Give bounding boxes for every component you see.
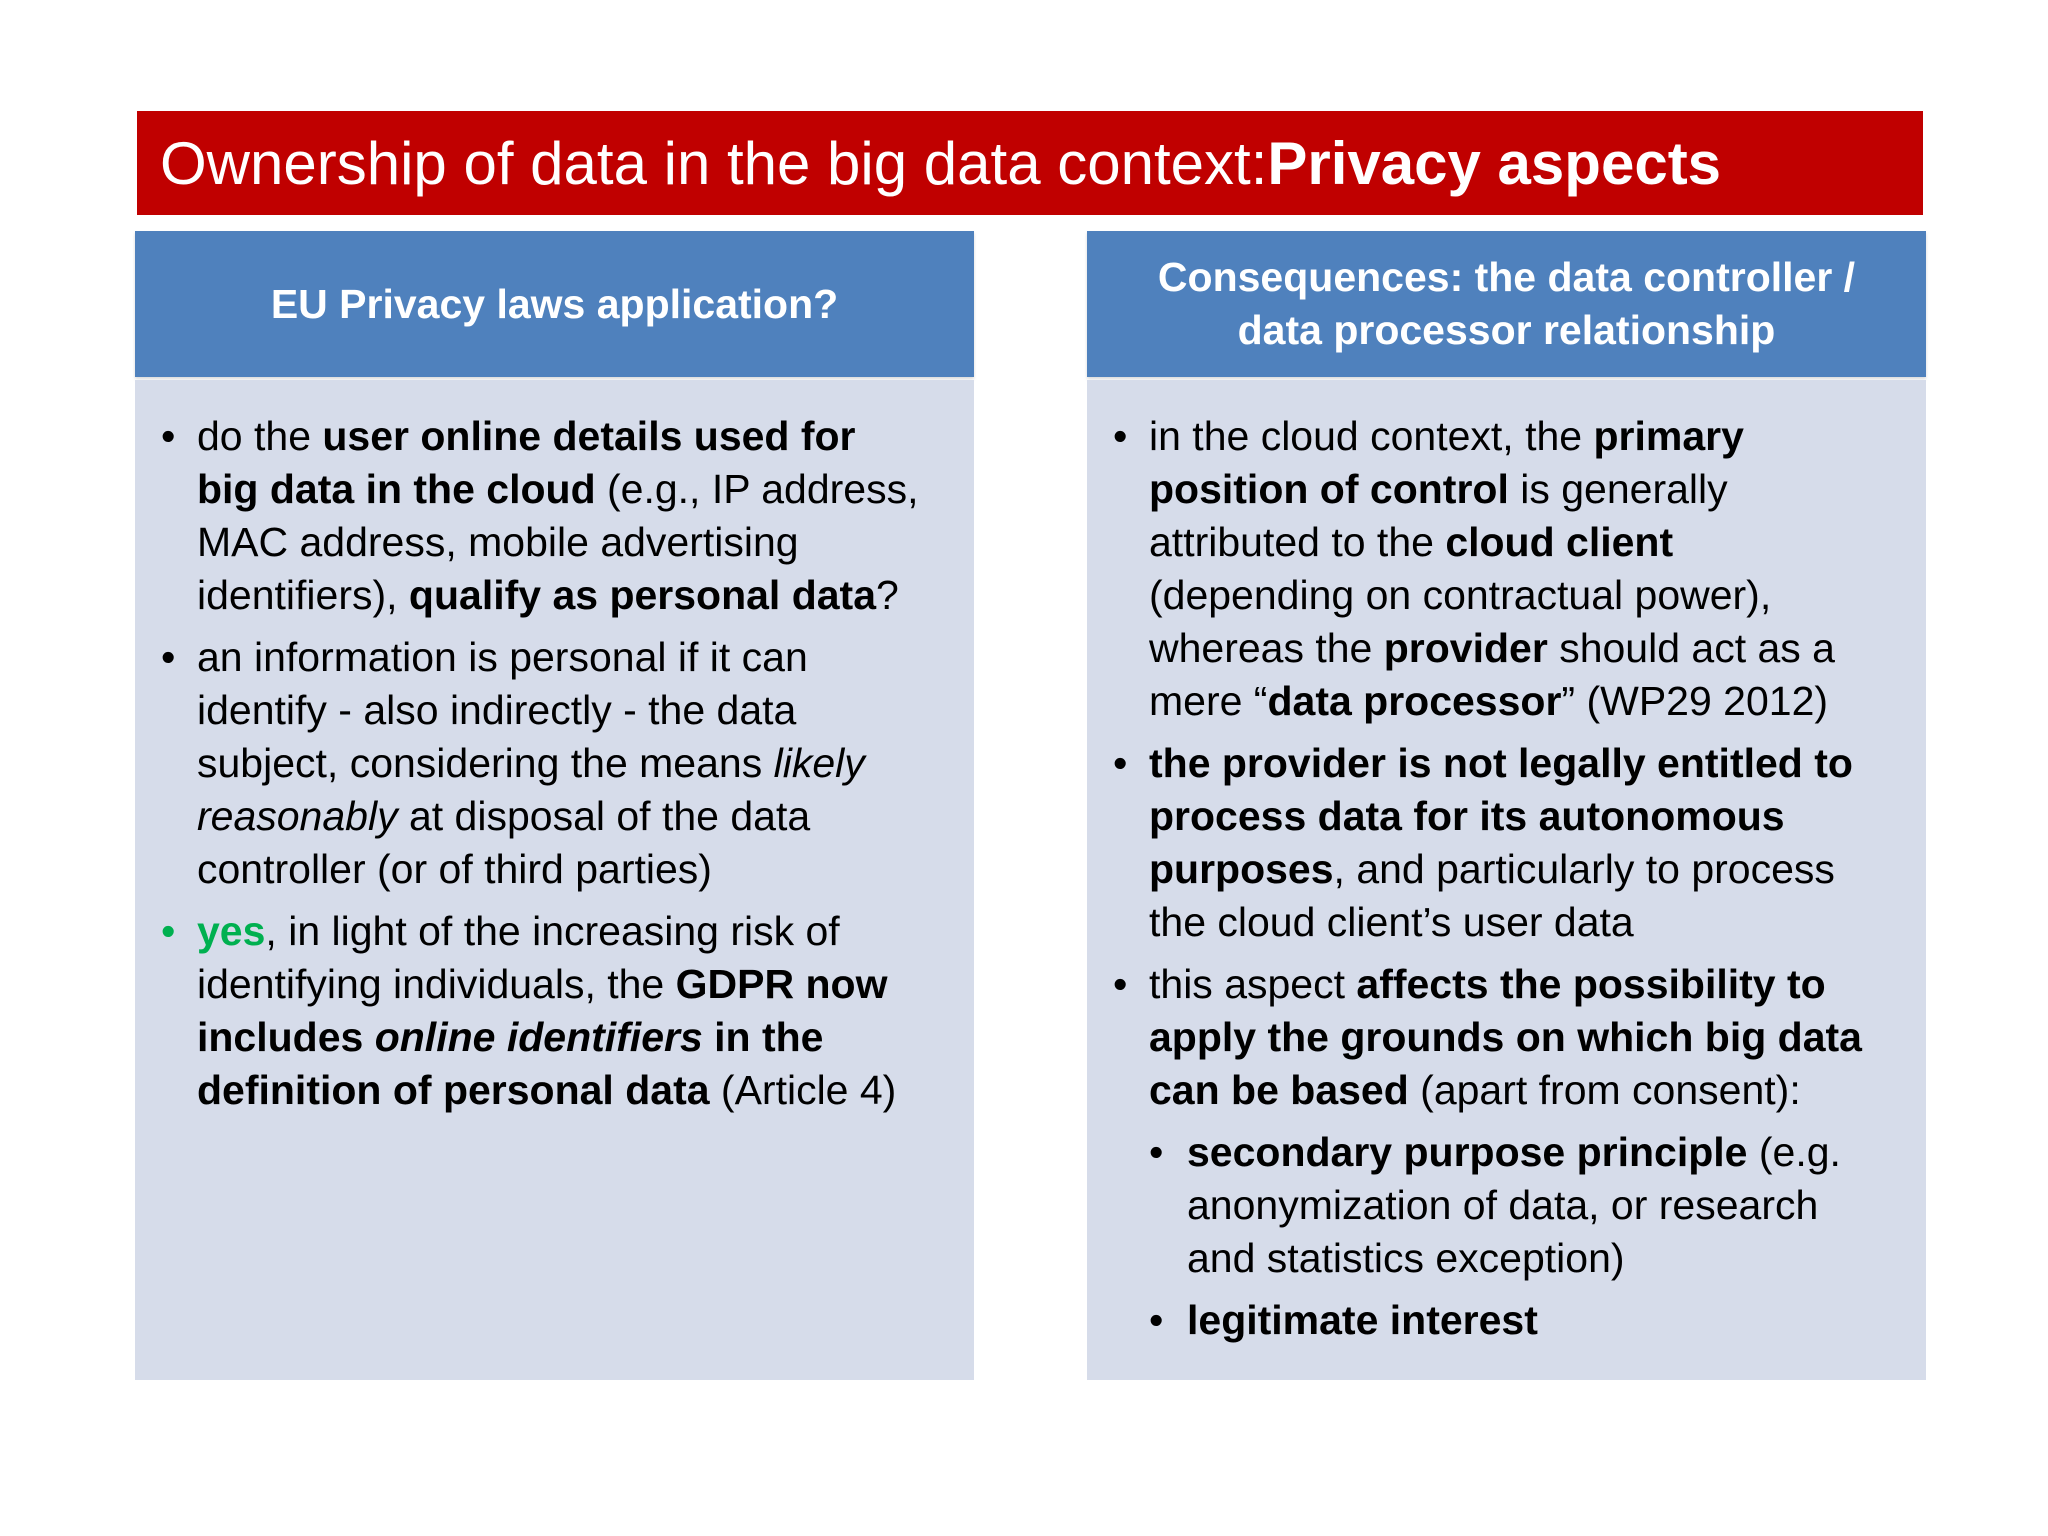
- text: mere “: [1149, 678, 1268, 724]
- text-bold: cloud client: [1445, 519, 1674, 565]
- list-item: [1113, 737, 1904, 949]
- text-bold: affects the possibility to: [1356, 961, 1826, 1007]
- text-bold: secondary purpose principle: [1187, 1129, 1748, 1175]
- text-bold: purposes: [1149, 846, 1334, 892]
- right-column: [1087, 231, 1926, 1380]
- text-bold: big data in the cloud: [197, 466, 596, 512]
- text-bold: legitimate interest: [1187, 1297, 1538, 1343]
- list-item: [1149, 1126, 1904, 1285]
- left-column: [135, 231, 974, 1380]
- text: controller (or of third parties): [197, 846, 712, 892]
- right-column-body: [1087, 380, 1926, 1380]
- text: MAC address, mobile advertising: [197, 519, 799, 565]
- text: this aspect: [1149, 961, 1357, 1007]
- text-bold: apply the grounds on which big data: [1149, 1014, 1862, 1060]
- right-header-line-2: data processor relationship: [1237, 307, 1776, 353]
- list-item: [161, 410, 952, 622]
- text-bold: GDPR now: [675, 961, 888, 1007]
- right-column-header: [1087, 231, 1926, 377]
- text: , and particularly to process: [1333, 846, 1835, 892]
- text: identifiers),: [197, 572, 409, 618]
- title-bold: Privacy aspects: [1267, 129, 1722, 197]
- slide-title: [137, 111, 1923, 215]
- title-normal: Ownership of data in the big data context:: [160, 129, 1268, 197]
- text: identify - also indirectly - the data: [197, 687, 797, 733]
- left-bullet-list: [161, 410, 952, 1117]
- text: subject, considering the means: [197, 740, 774, 786]
- text-bold: in the: [702, 1014, 824, 1060]
- list-item: [1113, 410, 1904, 728]
- text-bold-italic: online identifiers: [374, 1014, 703, 1060]
- yes-highlight: yes: [197, 908, 266, 954]
- text-bold: data processor: [1267, 678, 1562, 724]
- left-column-body: [135, 380, 974, 1380]
- left-header-text: EU Privacy laws application?: [270, 280, 839, 327]
- text: (e.g., IP address,: [595, 466, 919, 512]
- text: ?: [876, 572, 899, 618]
- text-italic: reasonably: [197, 793, 398, 839]
- text: (depending on contractual power),: [1149, 572, 1772, 618]
- list-item: [161, 631, 952, 896]
- sub-bullet-list: [1149, 1126, 1904, 1347]
- list-item: [1113, 958, 1904, 1347]
- text: , in light of the increasing risk of: [265, 908, 840, 954]
- text-italic: likely: [773, 740, 865, 786]
- text-bold: qualify as personal data: [408, 572, 877, 618]
- text: anonymization of data, or research: [1187, 1182, 1819, 1228]
- text: (Article 4): [709, 1067, 897, 1113]
- text-bold: process data for its autonomous: [1149, 793, 1785, 839]
- text: and statistics exception): [1187, 1235, 1625, 1281]
- text: is generally: [1508, 466, 1728, 512]
- text: attributed to the: [1149, 519, 1446, 565]
- text-bold: provider: [1383, 625, 1548, 671]
- text: • an information is personal if it can: [197, 634, 808, 680]
- text: the cloud client’s user data: [1149, 899, 1634, 945]
- text-bold: user online details used for: [322, 413, 856, 459]
- right-header-line-1: Consequences: the data controller /: [1157, 254, 1856, 300]
- text: do the: [197, 413, 323, 459]
- text-bold: includes: [197, 1014, 375, 1060]
- text: identifying individuals, the: [197, 961, 676, 1007]
- text-bold: can be based: [1149, 1067, 1409, 1113]
- text-bold: definition of personal data: [197, 1067, 710, 1113]
- text: (e.g.: [1747, 1129, 1841, 1175]
- text: ” (WP29 2012): [1561, 678, 1829, 724]
- left-column-header: [135, 231, 974, 377]
- text-bold: the provider is not legally entitled to: [1149, 740, 1853, 786]
- text: whereas the: [1149, 625, 1384, 671]
- text: should act as a: [1547, 625, 1835, 671]
- text: in the cloud context, the: [1149, 413, 1594, 459]
- text-bold: primary: [1593, 413, 1744, 459]
- right-bullet-list: [1113, 410, 1904, 1347]
- text: (apart from consent):: [1408, 1067, 1801, 1113]
- text: at disposal of the data: [397, 793, 811, 839]
- list-item: [161, 905, 952, 1117]
- list-item: [1149, 1294, 1904, 1347]
- text-bold: position of control: [1149, 466, 1509, 512]
